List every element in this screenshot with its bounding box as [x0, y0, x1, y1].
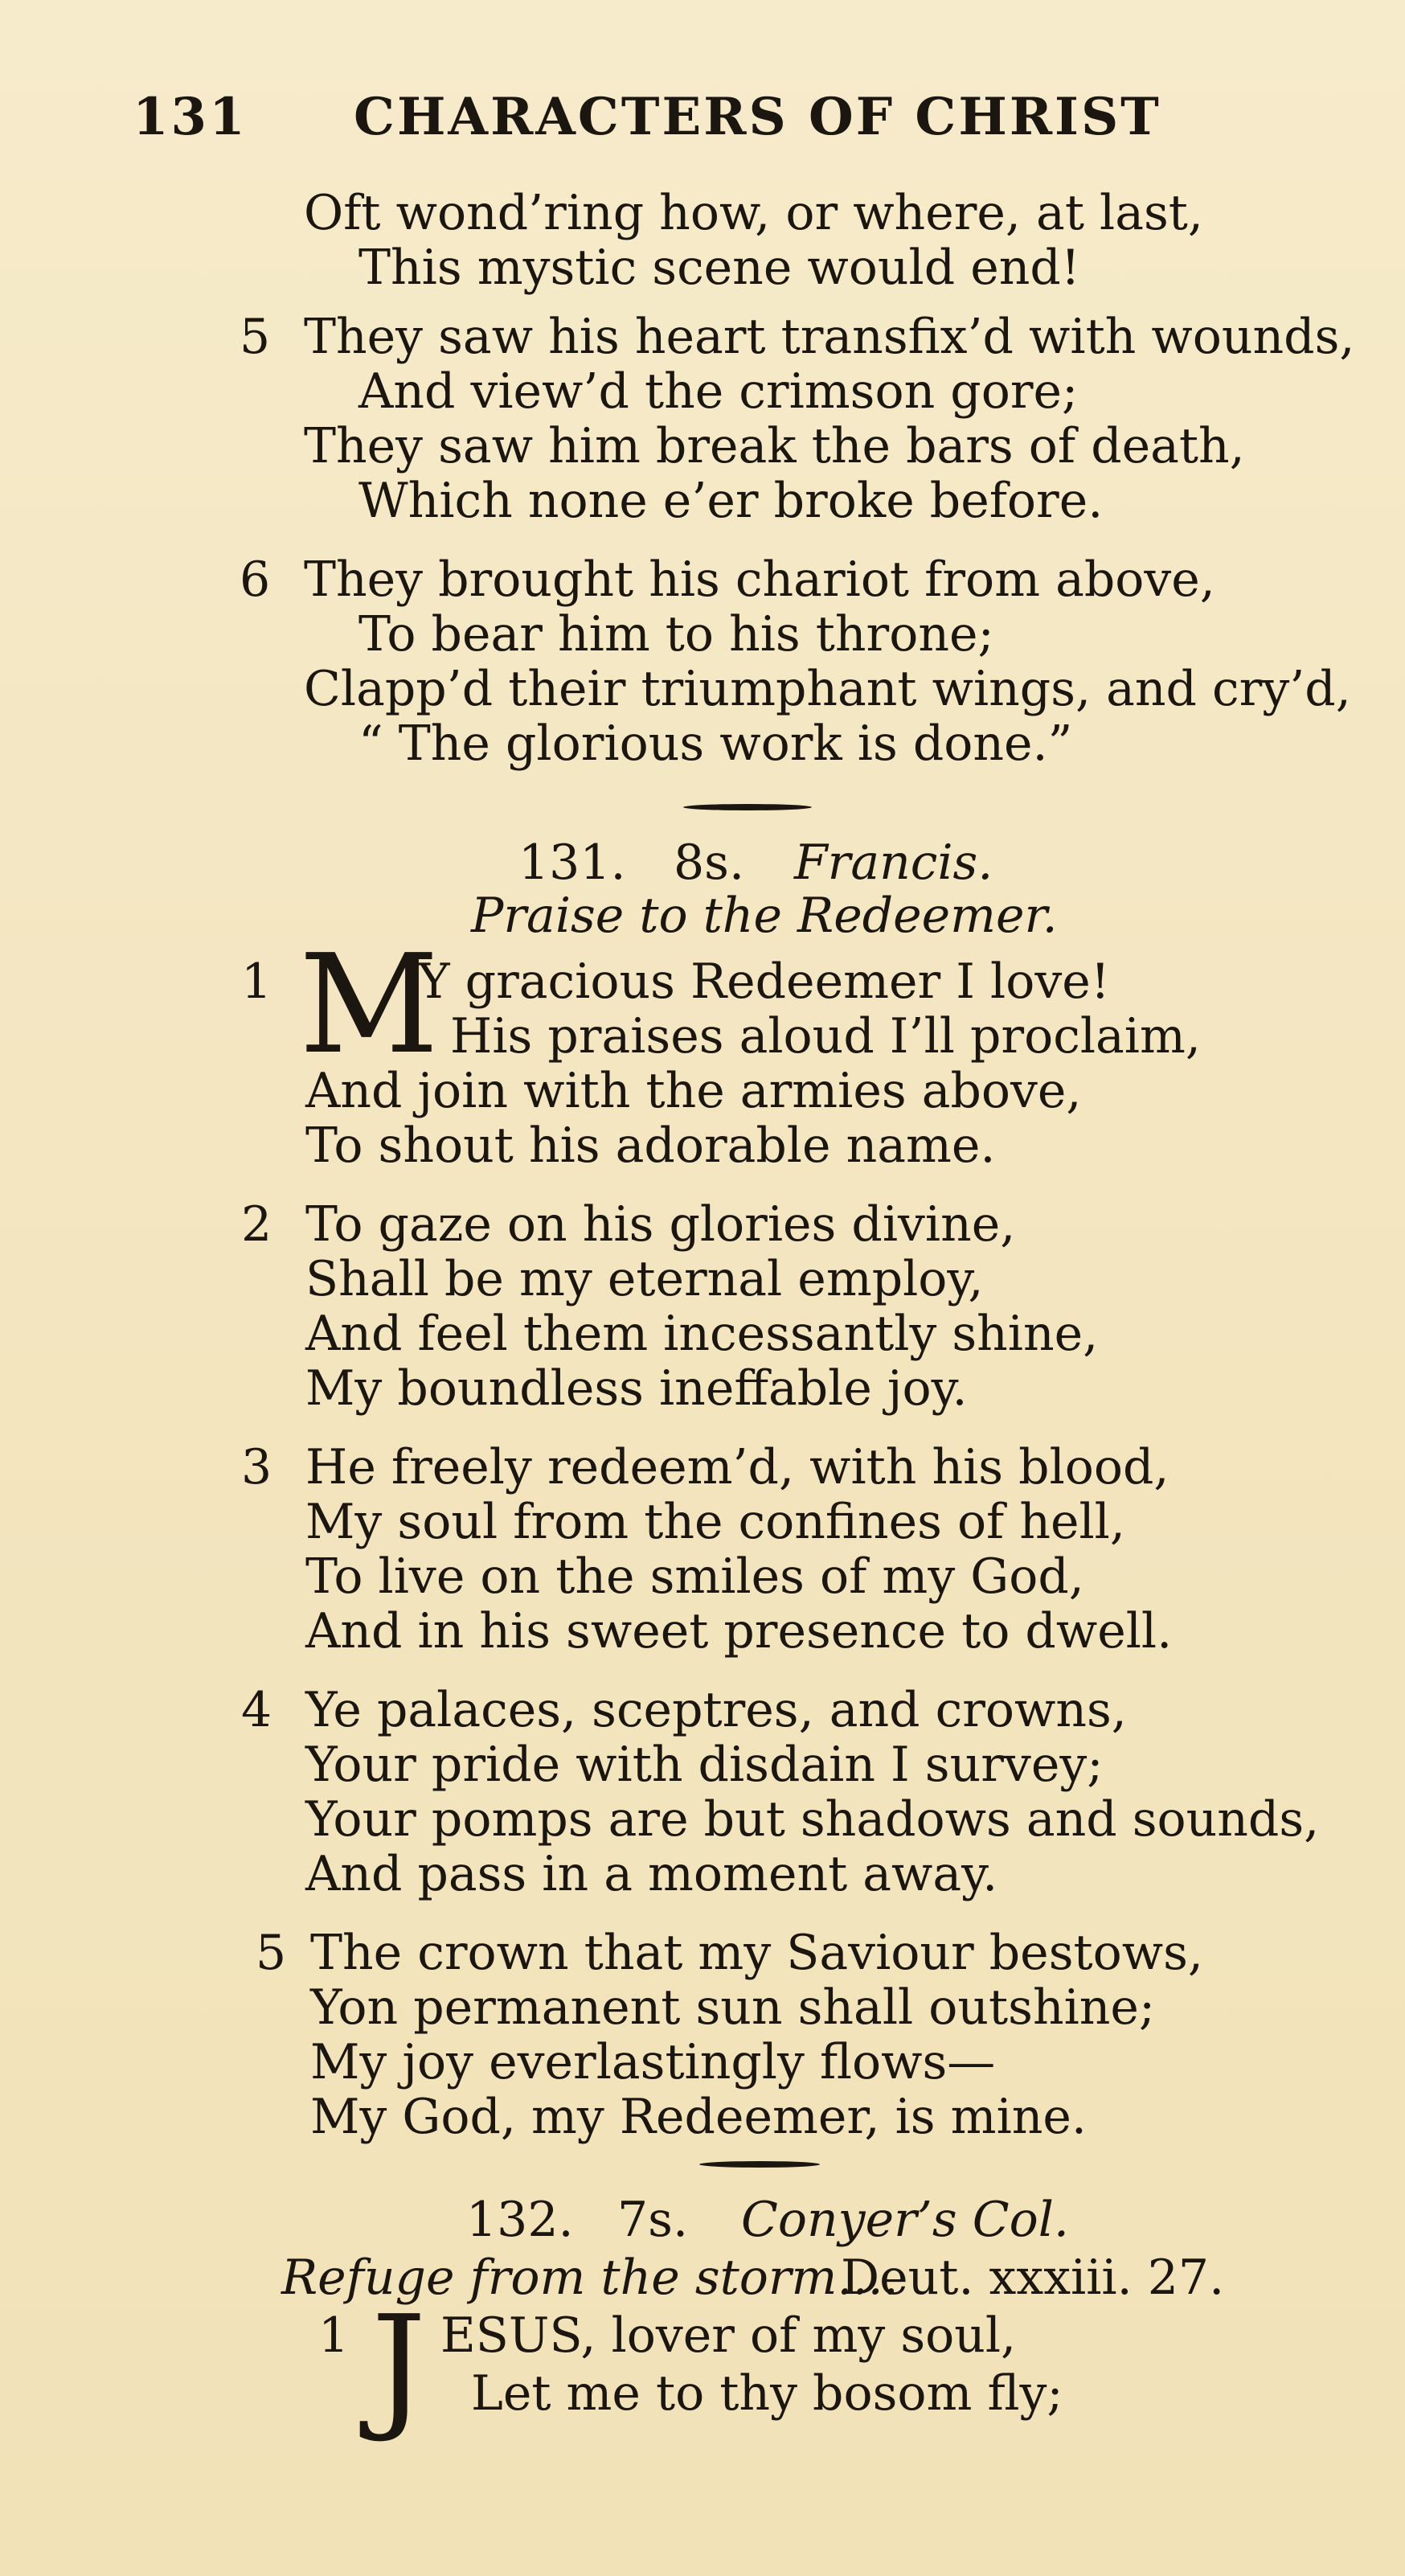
section-divider — [683, 804, 812, 810]
verse-line: Oft wond’ring how, or where, at last, — [304, 185, 1203, 241]
hymn-subtitle: Praise to the Redeemer. — [471, 888, 1058, 944]
verse-line: Your pomps are but shadows and sounds, — [305, 1791, 1320, 1848]
verse-line: And join with the armies above, — [305, 1063, 1082, 1119]
stanza-number: 6 — [240, 552, 271, 608]
verse-line: This mystic scene would end! — [358, 240, 1080, 296]
verse-line: He freely redeem’d, with his blood, — [305, 1439, 1169, 1495]
verse-line: Let me to thy bosom fly; — [471, 2365, 1063, 2422]
verse-line: To bear him to his throne; — [358, 606, 994, 662]
verse-line: My soul from the confines of hell, — [305, 1494, 1125, 1550]
hymn-subtitle: Refuge from the storm.... — [281, 2250, 899, 2306]
hymn-tune: Conyer’s Col. — [741, 2192, 1069, 2248]
drop-cap: M — [299, 925, 440, 1085]
verse-line: “ The glorious work is done.” — [358, 716, 1073, 772]
stanza-number: 5 — [256, 1925, 287, 1981]
verse-line: My joy everlastingly flows— — [310, 2034, 996, 2090]
stanza-number: 1 — [241, 954, 272, 1010]
page-number: 131 — [133, 87, 248, 147]
hymn-number: 131. — [518, 835, 626, 891]
verse-line: Shall be my eternal employ, — [305, 1251, 984, 1307]
verse-line: They brought his chariot from above, — [304, 552, 1215, 608]
verse-line: Y gracious Redeemer I love! — [418, 954, 1110, 1010]
verse-line: My boundless ineffable joy. — [305, 1360, 968, 1417]
verse-line: Yon permanent sun shall outshine; — [310, 1979, 1156, 2036]
verse-line: They saw him break the bars of death, — [304, 418, 1245, 474]
verse-line: My God, my Redeemer, is mine. — [310, 2089, 1087, 2145]
verse-line: Which none e’er broke before. — [358, 473, 1104, 529]
verse-line: Ye palaces, sceptres, and crowns, — [305, 1682, 1127, 1738]
stanza-number: 4 — [241, 1682, 272, 1738]
hymn-meter: 8s. — [674, 835, 745, 891]
verse-line: Your pride with disdain I survey; — [305, 1737, 1104, 1793]
verse-line: The crown that my Saviour bestows, — [310, 1925, 1203, 1981]
hymn-number: 132. — [466, 2192, 574, 2248]
section-divider — [699, 2161, 820, 2168]
hymn-tune: Francis. — [794, 835, 993, 891]
verse-line: To shout his adorable name. — [305, 1118, 996, 1174]
verse-line: ESUS, lover of my soul, — [440, 2307, 1017, 2364]
stanza-number: 1 — [318, 2307, 350, 2364]
verse-line: They saw his heart transfix’d with wounds, — [304, 309, 1355, 365]
verse-line: And view’d the crimson gore; — [358, 363, 1079, 420]
verse-line: Clapp’d their triumphant wings, and cry’d, — [304, 661, 1351, 717]
stanza-number: 3 — [241, 1439, 272, 1495]
verse-line: And pass in a moment away. — [305, 1846, 998, 1902]
verse-line: To gaze on his glories divine, — [305, 1196, 1016, 1253]
verse-line: His praises aloud I’ll proclaim, — [450, 1008, 1201, 1064]
scripture-reference: Deut. xxxiii. 27. — [841, 2250, 1225, 2306]
stanza-number: 2 — [241, 1196, 272, 1253]
stanza-number: 5 — [240, 309, 271, 365]
drop-cap: J — [371, 2287, 427, 2446]
verse-line: And in his sweet presence to dwell. — [305, 1603, 1173, 1659]
hymn-meter: 7s. — [617, 2192, 689, 2248]
running-title: CHARACTERS OF CHRIST — [354, 87, 1161, 147]
verse-line: To live on the smiles of my God, — [305, 1548, 1084, 1605]
verse-line: And feel them incessantly shine, — [305, 1306, 1099, 1362]
